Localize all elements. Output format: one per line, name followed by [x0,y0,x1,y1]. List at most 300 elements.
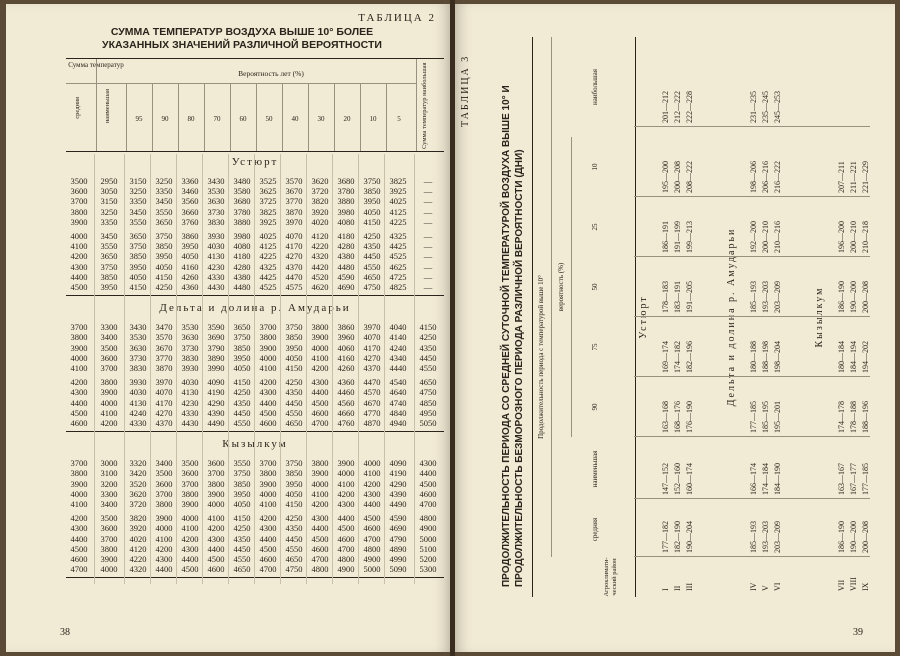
table-row [66,322,444,332]
table-cell: 3700 [100,533,118,544]
table-cell: 4640 [389,387,407,398]
table-cell: 4450 [285,397,303,408]
table-cell: 4250 [285,377,303,388]
table-cell: 4270 [285,251,303,262]
table-cell: 3880 [337,196,355,207]
table-cell: 4550 [285,407,303,418]
body-column-rule [124,154,125,584]
table-cell: 3750 [285,458,303,469]
table-cell: 4650 [285,554,303,564]
table-cell: — [423,241,433,252]
header-main-group: Продолжительность периода с температурой выше 10° [537,275,545,439]
table-cell: 4020 [129,533,147,544]
table-cell: 4470 [285,271,303,282]
table-cell: 3800 [259,468,277,479]
header-prob-25: 25 [591,223,599,231]
table-cell: 4000 [100,397,118,408]
table-cell: 4150 [285,499,303,509]
table-cell: 4400 [363,499,381,509]
table-cell: 4990 [389,554,407,564]
table-cell: III [685,583,694,591]
table-cell: 4150 [363,216,381,227]
table-cell: 245—253 [773,91,782,123]
table-cell: 4360 [337,377,355,388]
table-cell: 167—177 [849,463,858,495]
table-cell: 4950 [419,407,437,418]
table-cell: 4370 [285,261,303,272]
table-cell: — [423,196,433,207]
table-cell: 4080 [233,241,251,252]
table-cell: 4300 [181,543,199,554]
table-cell: 3860 [337,322,355,333]
table-cell: 3850 [100,271,118,282]
table-cell: 3900 [70,342,88,353]
table-cell: 4100 [100,407,118,418]
header-min: наименьшая [591,450,599,488]
table-cell: 4525 [259,282,277,292]
table-cell: 3520 [129,478,147,489]
table-row [66,207,444,217]
table-cell: 4740 [389,397,407,408]
table-cell: 4700 [337,543,355,554]
table-cell: 4800 [311,564,329,575]
table-cell: 4225 [259,251,277,262]
table-cell: 4570 [363,387,381,398]
table-cell: 4050 [129,271,147,282]
table-row [66,282,444,292]
section-title: Кызылкум [814,286,825,348]
header-probability-group: Вероятность лет (%) [238,69,304,78]
table-cell: 4400 [311,387,329,398]
table-cell: 4400 [259,533,277,544]
table-cell: 4280 [337,241,355,252]
table-cell: 4200 [337,488,355,499]
table-cell: 3600 [207,458,225,469]
table-cell: 178—188 [849,401,858,433]
table-cell: 4700 [311,554,329,564]
header-column-rule [416,59,417,151]
right-table-title [500,47,526,587]
table-cell: 4100 [259,499,277,509]
table-row [66,231,444,241]
table-cell: 212—222 [673,91,682,123]
table-cell: 3500 [70,176,88,186]
table-row [66,217,444,227]
table-cell: 4600 [70,554,88,564]
table-cell: 3570 [285,176,303,186]
table-row [66,176,444,186]
table-cell: 4290 [389,478,407,489]
table-cell: 4200 [259,513,277,524]
table-cell: 3770 [285,196,303,207]
table-cell: 3970 [155,377,173,388]
table-cell: 3825 [389,176,407,186]
table-cell: 3200 [100,478,118,489]
table-cell: 5090 [389,564,407,575]
table-cell: 4490 [389,499,407,509]
table-cell: 4160 [181,261,199,272]
table-cell: 3400 [100,332,118,343]
table-cell: 4330 [181,407,199,418]
table-cell: 4500 [259,407,277,418]
table-cell: 4100 [70,241,88,252]
table-cell: 3700 [155,488,173,499]
body-column-rule [634,498,870,499]
table-cell: 3250 [129,186,147,197]
header-mean: средняя [74,97,81,119]
table-row [66,332,444,342]
table-cell: 4600 [363,523,381,534]
table-cell: 3400 [100,499,118,509]
table-cell: 4250 [155,282,173,292]
table-cell: 174—184 [761,463,770,495]
table-cell: 3850 [285,332,303,343]
table-cell: 147—152 [661,463,670,495]
table-cell: 4000 [70,488,88,499]
table-cell: — [423,176,433,186]
table-cell: 4130 [129,397,147,408]
table-cell: 3850 [233,478,251,489]
table-cell: 4200 [363,478,381,489]
table-cell: 4320 [129,564,147,575]
table-cell: 3360 [181,176,199,186]
body-column-rule [634,376,870,377]
header-prob-50: 50 [265,115,273,123]
table-cell: 4290 [207,397,225,408]
table-cell: 4300 [419,458,437,469]
table-row [66,398,444,408]
table-cell: 4200 [70,513,88,524]
table-cell: 4150 [233,513,251,524]
table-cell: 163—168 [661,401,670,433]
table-cell: 4540 [389,377,407,388]
table-cell: 3800 [155,499,173,509]
table-cell: 4170 [155,397,173,408]
header-prob-90: 90 [161,115,169,123]
table-cell: 4050 [363,206,381,217]
table-cell: 4500 [311,397,329,408]
table-cell: 4250 [285,513,303,524]
table-cell: 3320 [129,458,147,469]
table-row [684,37,695,597]
table-cell: 4500 [70,407,88,418]
table-cell: 3550 [155,206,173,217]
table-cell: 3450 [100,231,118,241]
table-cell: 4000 [311,342,329,353]
table-cell: 4940 [389,418,407,428]
table-cell: 5050 [419,418,437,428]
table-cell: 3950 [285,478,303,489]
table-cell: 3700 [207,468,225,479]
table-cell: 4400 [259,397,277,408]
table-cell: 3650 [129,231,147,241]
table-cell: 4000 [259,352,277,363]
table-cell: 4350 [419,342,437,353]
table-cell: 4000 [70,352,88,363]
table-cell: 3730 [181,342,199,353]
body-column-rule [358,154,359,584]
header-prob-70: 70 [213,115,221,123]
table-cell: 4200 [100,418,118,428]
table-cell: — [423,251,433,262]
header-divider [66,83,416,84]
table-cell: 3850 [155,241,173,252]
table-cell: 4350 [285,387,303,398]
table-cell: 4090 [389,458,407,469]
table-cell: 4025 [389,196,407,207]
table-row [66,408,444,418]
section-title: Дельта и долина р. Амударьи [159,302,351,315]
table-cell: 4000 [70,231,88,241]
table-cell: 4390 [389,488,407,499]
table-cell: 3525 [259,176,277,186]
table-cell: 4500 [363,513,381,524]
header-prob-95: 95 [135,115,143,123]
table-cell: 3780 [337,186,355,197]
table-cell: 4425 [259,271,277,282]
table-cell: 3630 [207,196,225,207]
table-cell: 4600 [207,564,225,575]
table-cell: 3860 [181,231,199,241]
table-cell: 3870 [285,206,303,217]
table-row [848,37,859,597]
table-cell: 194—202 [861,341,870,373]
table-cell: 193—203 [761,281,770,313]
table-cell: 4230 [207,261,225,272]
header-prob-60: 60 [239,115,247,123]
table-cell: 4500 [337,523,355,534]
table-cell: 4220 [311,241,329,252]
table-cell: 4300 [70,261,88,272]
table-cell: 3400 [155,458,173,469]
table-cell: 4450 [419,352,437,363]
table-cell: 3670 [155,342,173,353]
right-rotated-wrap [455,4,895,652]
table-cell: 3530 [129,332,147,343]
table-cell: 3650 [233,322,251,333]
table-cell: 177—185 [861,463,870,495]
table-cell: 4070 [285,231,303,241]
table-cell: 3900 [100,387,118,398]
header-min: наименьшая [104,89,111,124]
body-column-rule [176,154,177,584]
table-row [66,387,444,397]
table-cell: 4490 [207,418,225,428]
table-cell: 4180 [233,251,251,262]
table-row [66,523,444,533]
table-cell: 3250 [100,206,118,217]
table-cell: 3750 [233,332,251,343]
table-cell: 4300 [259,523,277,534]
table-cell: 3050 [100,186,118,197]
table-cell: 4725 [389,271,407,282]
table-cell: 4050 [233,499,251,509]
table-cell: 4000 [363,458,381,469]
body-column-rule [634,256,870,257]
table-row [66,363,444,373]
table-cell: 3720 [311,186,329,197]
table-cell: 3930 [129,377,147,388]
table-cell: 4280 [233,261,251,272]
table-cell: 4460 [337,387,355,398]
table-cell: 4020 [311,216,329,227]
table-cell: 190—204 [685,521,694,553]
table-cell: 184—194 [849,341,858,373]
table-row [66,418,444,428]
table-cell: 3250 [155,176,173,186]
table-cell: 4800 [419,513,437,524]
body-column-rule [94,154,95,584]
left-title-line2: УКАЗАННЫХ ЗНАЧЕНИЙ РАЗЛИЧНОЙ ВЕРОЯТНОСТИ [102,39,382,51]
table-cell: 4200 [311,363,329,373]
table-cell: 4100 [363,468,381,479]
table-cell: I [661,588,670,591]
table-cell: 3650 [100,251,118,262]
table-cell: 5200 [419,554,437,564]
table-cell: 4050 [285,488,303,499]
table-cell: 4300 [70,387,88,398]
table-cell: 3720 [129,499,147,509]
table-cell: 3570 [155,332,173,343]
table-cell: 3900 [311,332,329,343]
table-cell: 3450 [155,196,173,207]
table-cell: 4230 [181,397,199,408]
table-cell: 4225 [389,216,407,227]
table-cell: 4240 [389,342,407,353]
section-rule [66,295,444,296]
table-cell: 3500 [100,513,118,524]
table-cell: 3900 [155,513,173,524]
table-row [672,37,683,597]
table-cell: 3100 [100,468,118,479]
table-cell: 4130 [207,251,225,262]
table-cell: 4440 [389,363,407,373]
table-cell: 235—245 [761,91,770,123]
table-cell: 4100 [70,363,88,373]
table-cell: 3930 [181,363,199,373]
section-title: Устюрт [231,156,279,168]
table-cell: 193—203 [761,521,770,553]
table-cell: 4270 [363,352,381,363]
table-cell: 3600 [100,523,118,534]
header-divider-1 [551,37,552,557]
table-cell: 3350 [155,186,173,197]
table-cell: 3620 [311,176,329,186]
right-page-number: 39 [853,627,863,638]
table-cell: 3590 [207,322,225,333]
table-cell: 3830 [181,352,199,363]
table-cell: 4120 [129,543,147,554]
table-cell: 3750 [129,241,147,252]
table-cell: 4390 [207,407,225,418]
table-cell: 200—208 [861,521,870,553]
table-cell: 3930 [207,231,225,241]
table-cell: 4030 [129,387,147,398]
table-cell: 4300 [259,387,277,398]
table-cell: 4200 [70,251,88,262]
table-cell: 177—185 [749,401,758,433]
table-cell: 4150 [129,282,147,292]
table-cell: 3300 [100,488,118,499]
table-cell: 231—235 [749,91,758,123]
table-cell: 4400 [70,397,88,408]
table-cell: 3920 [311,206,329,217]
table-cell: 4200 [155,543,173,554]
table-cell: 4520 [311,271,329,282]
table-cell: 3550 [233,458,251,469]
table-cell: 4800 [337,554,355,564]
table-cell: 3925 [389,186,407,197]
table-cell: 3780 [233,206,251,217]
right-table-header [532,37,636,597]
table-cell: 4350 [285,523,303,534]
table-cell: 3700 [259,458,277,469]
table-cell: 174—182 [673,341,682,373]
table-cell: 4300 [70,523,88,534]
table-cell: 4150 [285,363,303,373]
table-row [66,513,444,523]
table-cell: 3500 [155,468,173,479]
header-divider-2 [571,137,572,437]
table-cell: 4300 [363,488,381,499]
table-cell: 4525 [389,251,407,262]
table-row [860,37,871,597]
table-cell: 3350 [129,196,147,207]
table-cell: 4030 [207,241,225,252]
table-cell: 3830 [207,216,225,227]
table-cell: 3550 [100,241,118,252]
table-cell: 4450 [233,543,251,554]
table-cell: 174—178 [837,401,846,433]
table-row [66,458,444,468]
table-cell: 195—201 [773,401,782,433]
table-cell: 4670 [363,397,381,408]
table-cell: 4150 [233,377,251,388]
table-cell: 4100 [259,363,277,373]
table-cell: 3820 [129,513,147,524]
table-cell: 4240 [129,407,147,418]
table-cell: 4330 [207,271,225,282]
table-cell: — [423,186,433,197]
table-cell: 4550 [285,543,303,554]
table-cell: 4700 [259,564,277,575]
table-cell: 4150 [419,322,437,333]
table-cell: 3300 [100,322,118,333]
table-cell: 3970 [285,216,303,227]
table-cell: 4130 [181,387,199,398]
table-cell: 3700 [181,478,199,489]
table-cell: 200—210 [849,221,858,253]
table-cell: 188—196 [861,401,870,433]
table-cell: 182—196 [685,341,694,373]
table-cell: 4190 [389,468,407,479]
table-cell: 160—174 [685,463,694,495]
table-cell: 178—183 [661,281,670,313]
table-cell: 3950 [155,251,173,262]
table-cell: 4650 [363,271,381,282]
table-cell: 4850 [419,397,437,408]
table-cell: 199—213 [685,221,694,253]
table-cell: 3950 [233,352,251,363]
table-cell: IV [749,582,758,591]
table-cell: 3420 [129,468,147,479]
table-cell: 4450 [233,407,251,418]
table-cell: 4590 [337,271,355,282]
table-cell: 4750 [419,387,437,398]
body-column-rule [384,154,385,584]
table-cell: 4400 [311,523,329,534]
table-cell: 3700 [100,363,118,373]
